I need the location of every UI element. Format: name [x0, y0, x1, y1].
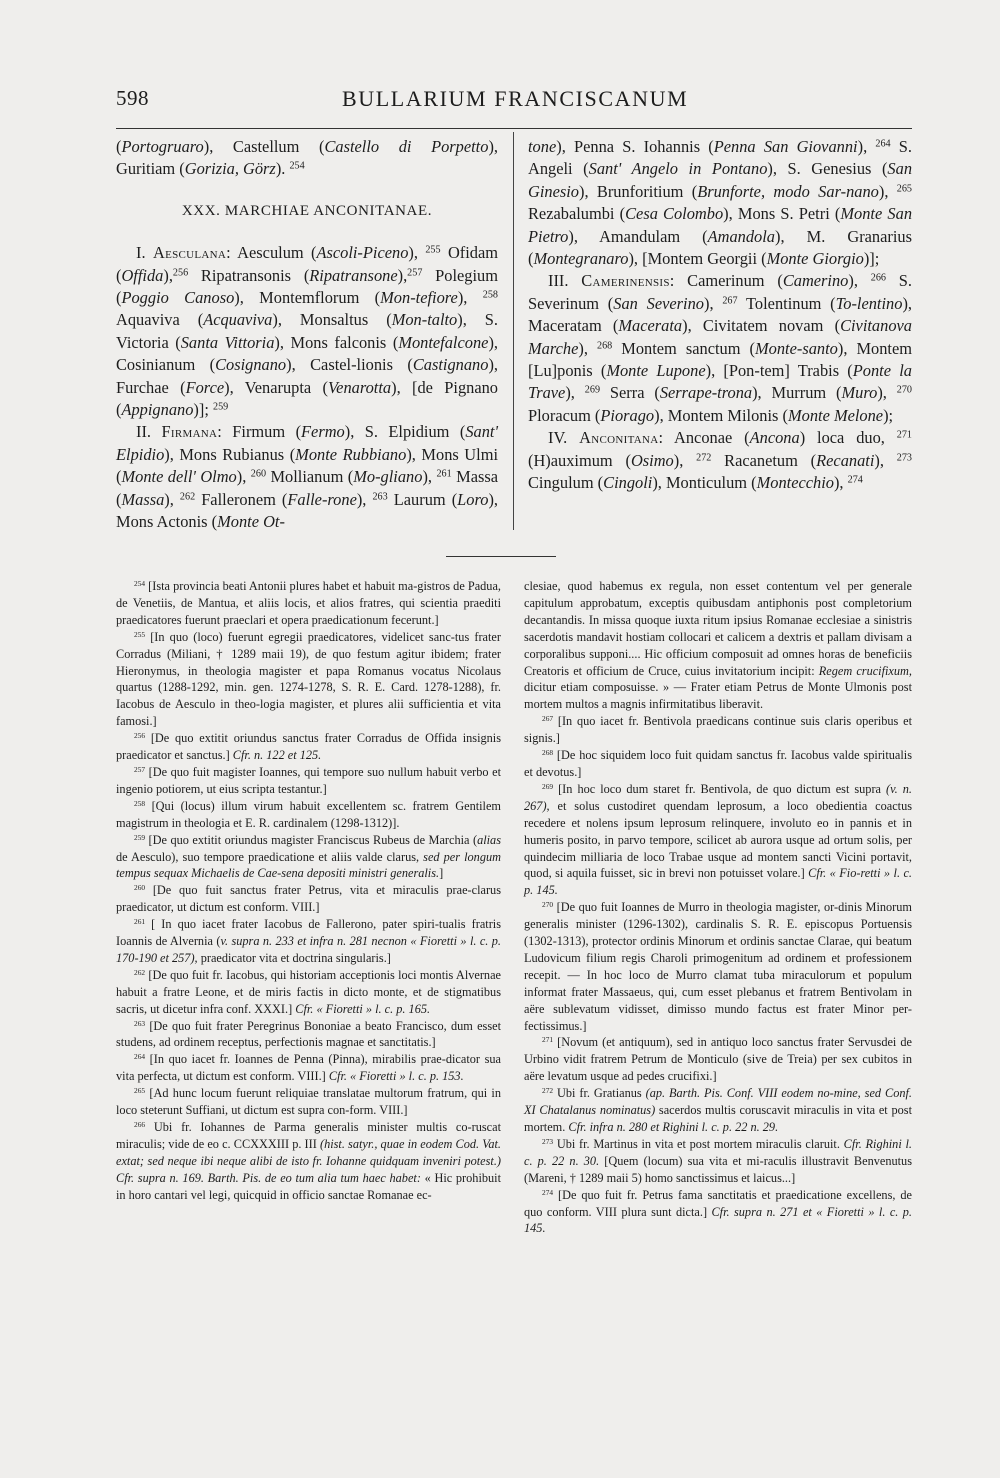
main-paragraph: III. Camerinensis: Camerinum (Camerino), $^{266}$ S. Severinum (San Severino), $^{267}$ Tolentinum (To-lentino), Maceratam (Macerata), Civitatem novam (Civitanova Marche), $^{268}$ Montem sanctum (Monte-santo), Montem [Lu]ponis (Monte Lupone), [Pon-tem] Trabis (Ponte la Trave), $^{269}$ Serra (Serrape-trona), Murrum (Muro), $^{270}$ Ploracum (Piorago), Montem Milonis (Monte Melone); [528, 271, 913, 425]
running-title: BULLARIUM FRANCISCANUM [342, 86, 689, 111]
footnote: $^{257}$ [De quo fuit magister Ioannes, qui tempore suo nullum habuit verbo et ingenio potiorem, ut eius scripta testantur.] [116, 764, 501, 796]
footnote: $^{261}$ [ In quo iacet frater Iacobus de Fallerono, pater spiri-tualis fratris Ioannis de Alvernia (v. supra n. 233 et infra n. 281 necnon « Fioretti » l. c. p. 170-190 et 257), praedicator vita et doctrina singularis.] [116, 917, 501, 965]
page-header [116, 86, 912, 116]
main-paragraph: (Portogruaro), Castellum (Castello di Porpetto), Guritiam (Gorizia, Görz). $^{254}$ [116, 137, 498, 179]
main-text-left-column [116, 136, 498, 534]
page-number: 598 [116, 86, 149, 110]
column-divider [513, 132, 514, 530]
footnote: $^{274}$ [De quo fuit fr. Petrus fama sanctitatis et praedicatione excellens, de quo conform. VIII plura sunt dicta.] Cfr. supra n. 271 et « Fioretti » l. c. p. 145. [524, 1187, 912, 1236]
footnote: $^{255}$ [In quo (loco) fuerunt egregii praedicatores, videlicet sanc-tus frater Corradus (Miliani, † 1289 maii 19), de quo festum agitur ibidem; frater Hieronymus, in theologia magister et papa Romanus vocatus Nicolaus quartus (1288-1292, min. gen. 1274-1278, S. R. E. Card. 1278-1288), fr. Iacobus de Aesculo in theo-logia magister, et plures alii sufficientia et vita famosi.] [116, 629, 501, 729]
footnote: $^{273}$ Ubi fr. Martinus in vita et post mortem miraculis claruit. Cfr. Righini l. c. p. 22 n. 30. [Quem (locum) sua vita et mi-raculis illustravit Benvenutus (Mareni, † 1289 maii 5) homo sanctissimus et laicus...] [524, 1136, 912, 1185]
footnote: $^{264}$ [In quo iacet fr. Ioannes de Penna (Pinna), mirabilis prae-dicator sua vita perfecta, ut dictum est conform. VIII.] Cfr. « Fioretti » l. c. p. 153. [116, 1052, 501, 1084]
footnote: $^{259}$ [De quo extitit oriundus magister Franciscus Rubeus de Marchia (alias de Aesculo), suo tempore praedicatione et aliis valde clarus, sed per longum tempus sequax Michaelis de Cae-sena depositi ministri generalis.] [116, 832, 501, 881]
footnotes-rule [446, 556, 556, 557]
footnote: $^{262}$ [De quo fuit fr. Iacobus, qui historiam acceptionis loci montis Alvernae habuit a fratre Leone, et de miris factis in dicto monte, et de stigmatibus sacris, ut dicetur infra conf. XXXI.] Cfr. « Fioretti » l. c. p. 165. [116, 967, 501, 1016]
header-rule [116, 128, 912, 129]
section-heading: XXX. MARCHIAE ANCONITANAE. [181, 202, 433, 219]
main-text-right-column [528, 136, 912, 495]
footnote: $^{268}$ [De hoc siquidem loco fuit quidam sanctus fr. Iacobus valde spiritualis et devotus.] [524, 748, 912, 779]
footnote: $^{266}$ Ubi fr. Iohannes de Parma generalis minister multis co-ruscat miraculis; vide de eo c. CCXXXIII p. III (hist. satyr., quae in eodem Cod. Vat. extat; sed neque ibi neque alibi de isto fr. Iohanne quidquam inveniri potest.) Cfr. supra n. 169. Barth. Pis. de eo tum alia tum haec habet: « Hic prohibuit in horo cantari vel legi, quicquid in officio sanctae Romanae ec- [116, 1119, 502, 1202]
main-paragraph: IV. Anconitana: Anconae (Ancona) loca duo, $^{271}$ (H)auximum (Osimo), $^{272}$ Racanetum (Recanati), $^{273}$ Cingulum (Cingoli), Monticulum (Montecchio), $^{274}$ [528, 428, 912, 493]
footnote: $^{271}$ [Novum (et antiquum), sed in antiquo loco sanctus frater Servusdei de Urbino vidit fratrem Petrum de Monticulo (sive de Treia) per sex cubitos in aëre levatum usque ad pedes crucifixi.] [524, 1035, 912, 1084]
footnote: $^{269}$ [In hoc loco dum staret fr. Bentivola, de quo dictum est supra (v. n. 267), et solus custodiret quendam leprosum, a loco obedientia coactus recedere et nolens ipsum leprosum relinquere, involuto eo in pannis et in humeris posito, in parvo tempore, scilicet ab aurora usque ad ortum solis, per quindecim milliaria de loco Trabae usque ad montem sancti Vicini portavit, quod, si aquila fuisset, sic in brevi non potuisset volare.] Cfr. « Fio-retti » l. c. p. 145. [524, 781, 913, 898]
main-paragraph: I. Aesculana: Aesculum (Ascoli-Piceno), $^{255}$ Ofidam (Offida),$^{256}$ Ripatransonis (Ripatransone),$^{257}$ Polegium (Poggio Canoso), Montemflorum (Mon-tefiore), $^{258}$ Aquaviva (Acquaviva), Monsaltus (Mon-talto), S. Victoria (Santa Vittoria), Mons falconis (Montefalcone), Cosinianum (Cosignano), Castel-lionis (Castignano), Furchae (Force), Venarupta (Venarotta), [de Pignano (Appignano)]; $^{259}$ [116, 243, 499, 420]
footnote: $^{265}$ [Ad hunc locum fuerunt reliquiae translatae multorum fratrum, qui in loco steterunt Suffiani, ut dictum est supra con-form. VIII.] [116, 1086, 501, 1118]
main-paragraph: tone), Penna S. Iohannis (Penna San Giovanni), $^{264}$ S. Angeli (Sant' Angelo in Pontano), S. Genesius (San Ginesio), Brunforitium (Brunforte, modo Sar-nano), $^{265}$ Rezabalumbi (Cesa Colombo), Mons S. Petri (Monte San Pietro), Amandulam (Amandola), M. Granarius (Montegranaro), [Montem Georgii (Monte Giorgio)]; [528, 137, 913, 269]
footnote: $^{260}$ [De quo fuit sanctus frater Petrus, vita et miraculis prae-clarus praedicator, ut dictum est conform. VIII.] [116, 883, 501, 915]
footnote: $^{254}$ [Ista provincia beati Antonii plures habet et habuit ma-gistros de Padua, de Venetiis, de Mantua, et aliis locis, et alios fratres, qui scientia praediti praedicatores fuerunt praeclari et opera praedicationum fecerunt.] [116, 578, 501, 627]
footnote: $^{267}$ [In quo iacet fr. Bentivola praedicans continue suis claris operibus et signis.] [524, 714, 912, 746]
main-paragraph: II. Firmana: Firmum (Fermo), S. Elpidium (Sant' Elpidio), Mons Rubianus (Monte Rubbiano), Mons Ulmi (Monte dell' Olmo), $^{260}$ Mollianum (Mo-gliano), $^{261}$ Massa (Massa), $^{262}$ Falleronem (Falle-rone), $^{263}$ Laurum (Loro), Mons Actonis (Monte Ot- [116, 422, 499, 532]
footnote: $^{272}$ Ubi fr. Gratianus (ap. Barth. Pis. Conf. VIII eodem no-mine, sed Conf. XI Chatalanus nominatus) sacerdos multis coruscavit miraculis in vita et post mortem. Cfr. infra n. 280 et Righini l. c. p. 22 n. 29. [524, 1086, 912, 1134]
footnotes-left-column [116, 578, 501, 1204]
footnotes-right-column [524, 578, 912, 1237]
footnote: $^{270}$ [De quo fuit Ioannes de Murro in theologia magister, or-dinis Minorum generalis minister (1296-1302), cardinalis S. R. E. episcopus Portuensis (1302-1313), protector ordinis Minorum et ordinis sanctae Clarae, qui beatum Ludovicum filium regis Charoli primogenitum ad ordinem et professionem recepit. — In hoc loco de Murro clamat tuba miraculorum et populum informat frater Massaeus, qui, cum esset plebanus et fratrem Bentivolam in aëre sublevatum vidisset, dimisso mundo factus est frater Minor per-fectissimus.] [524, 900, 912, 1033]
footnote: clesiae, quod habemus ex regula, non esset contentum vel per generale capitulum approbatum, exceptis quibusdam antiphonis post completorium decantandis. In missa quoque iuxta ritum ipsius Romanae ecclesiae a sinistris sacerdotis mandavit hostiam collocari et calicem a dextris et pallam divisam a corporalibus supponi.... Hic officium composuit ad omnes horas de beneficiis Creatoris et officium de Cruce, cuius invitatorium incipit: Regem crucifixum, dicitur etiam composuisse. » — Frater etiam Petrus de Monte Ulmonis post mortem multos a magnis infirmitatibus liberavit. [524, 579, 912, 712]
footnote: $^{263}$ [De quo fuit frater Peregrinus Bononiae a beato Francisco, dum esset studens, ad ordinem receptus, perfectionis magnae et sanctitatis.] [116, 1018, 501, 1050]
footnote: $^{258}$ [Qui (locus) illum virum habuit excellentem sc. fratrem Gentilem magistrum in theologia et E. R. cardinalem (1298-1312)]. [116, 798, 501, 830]
footnote: $^{256}$ [De quo extitit oriundus sanctus frater Corradus de Offida insignis praedicator et sanctus.] Cfr. n. 122 et 125. [116, 731, 501, 763]
